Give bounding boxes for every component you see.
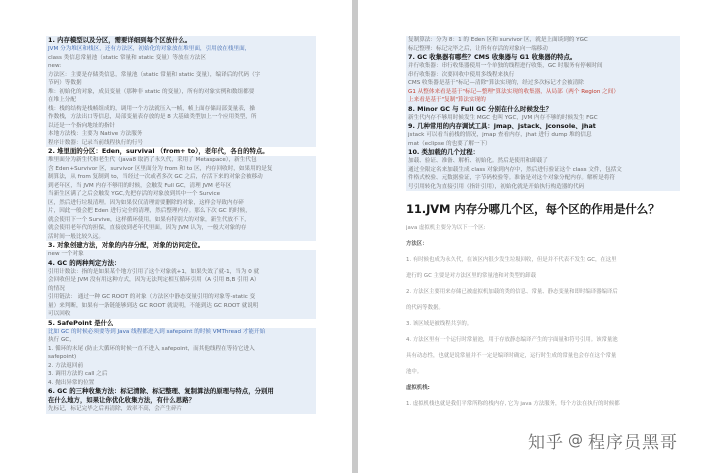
text-line: class 类信息常量池（static 常量和 static 变量）等放在方法区 [46, 54, 316, 63]
text-line: 并行收集器：串行收集器使用一个单独的线程进行收集，GC 时服务有停顿时间 [406, 62, 680, 71]
paragraph: 3. 该区域是被线程共享的。 [406, 321, 473, 327]
text-line: 就会使用老年代的担保，直接放到老年代里面。因为 JVM 认为，一般大对象的存 [46, 224, 316, 233]
text-line: 4. 抛出异常的位置 [46, 379, 316, 388]
text-line: 复制算法：分为 8：1 的 Eden 区和 survivor 区，就是上面谈到的 YGC [406, 36, 680, 45]
text-line: jstack 可以看当前栈的情况，jmap 查看内存，jhat 进行 dump 堆的信息 [406, 131, 680, 140]
watermark-author: 程序员黑哥 [588, 432, 678, 453]
text-line: CMS 收集器是基于"标记—清除"算法实现的，经过多次标记才会被清除 [406, 79, 680, 88]
text-line: 3. 调用方法的 call 之后 [46, 370, 316, 379]
text-line: 以还是一个指向地址的指针 [46, 122, 316, 131]
text-line: 程序计数器：记录当前线程执行的行号 [46, 139, 316, 148]
text-line: 加载、验证、准备、解析、初始化。然后是使用和卸载了 [406, 157, 680, 166]
question-heading: 9. 几种常用的内存调试工具：jmap、jstack、jconsole、jhat [406, 122, 680, 131]
text-line: 串行收集器：次要回收中使用多线程来执行 [406, 71, 680, 80]
question-heading: 6. GC 的三种收集方法：标记清除、标记整理、复制算法的原理与特点，分别用 [46, 387, 316, 396]
question-heading: 1. 内存模型以及分区，需要详细到每个区放什么。 [46, 36, 316, 45]
text-line: 方法区：主要是存储类信息，常量池（static 常量和 static 变量），编译后的代码（字 [46, 71, 316, 80]
text-line: 作数栈，方法出口等信息，局部变量表存放的是 8 大基础类型加上一个应用类型，所 [46, 113, 316, 122]
question-heading: 2. 堆里面的分区：Eden，survival （from+ to），老年代，各自的特点。 [48, 147, 269, 155]
text-line: 堆里面分为新生代和老生代（java8 取消了永久代，采用了 Metaspace），新生代包 [46, 156, 316, 165]
text-line: G1 从整体来看是基于"标记—整理"算法实现的收集器，从局部（两个 Region 之间） [406, 88, 680, 97]
question-heading: 5. SafePoint 是什么 [48, 318, 114, 327]
text-line: 引用链法： 通过一种 GC ROOT 的对象（方法区中静态变量引用的对象等-static 变 [46, 293, 316, 302]
text-line: 堆：初始化的对象，成员变量（那种非 static 的变量），所有的对象实例和数组都要 [46, 88, 316, 97]
text-line: 到老年区，当 JVM 内存不够用的时候，会触发 Full GC，清理 JVM 老年区 [46, 182, 316, 191]
text-line: 当新生区满了之后会触发 YGC,先把存活的对象放到其中一个 Survice [46, 190, 316, 199]
text-line: 量）来判断，如果有一条链能够到达 GC ROOT 就说明，不能到达 GC ROOT 就说明 [46, 302, 316, 311]
subsection-label: 虚拟机栈: [406, 385, 430, 391]
text-line: 就会使用下一个 Survive，这样循环使用。如果有特别大的对象，新生代放不下， [46, 216, 316, 225]
text-line: 比如 GC 的时候必须要等到 Java 线程都进入到 safepoint 的时候 VMThread 才能开始 [46, 328, 316, 337]
text-line: 号引用转化为直接引用（指针引用），初始化就是开始执行构造器的代码 [406, 183, 680, 192]
text-line: 含 Eden+Survivor 区，survivor 区里面分为 from 和 to 区，内存回收时，如果用的是复 [46, 165, 316, 174]
text-line: 先标记，标记完毕之后再清除，效率不高，会产生碎片 [46, 405, 316, 414]
text-line: 执行 GC， [46, 336, 316, 345]
question-heading: 4. GC 的两种判定方法： [46, 259, 316, 268]
text-line: safepoint) [46, 353, 316, 362]
text-line: 可以回收 [46, 310, 316, 319]
text-line: JVM 分为堆区和栈区，还有方法区，初始化的对象放在堆里面，引用放在栈里面， [46, 45, 316, 54]
text-line: 节码）等数据 [46, 79, 316, 88]
paragraph: 2. 方法区主要用来存储已被虚拟机加载的类的信息、常量、静态变量和即时编译器编译后 [406, 289, 618, 295]
paragraph: 的代码等数据。 [406, 305, 444, 311]
section-body [406, 224, 680, 408]
paragraph: java 虚拟机主要分为以下一个区: [406, 225, 486, 231]
text-line: new: [46, 62, 316, 71]
right-page-content [406, 36, 680, 191]
text-line: 制算法，从 from 复制到 to，当经过一次或者多次 GC 之后，存活下来的对象会被移动 [46, 173, 316, 182]
text-line: 1. 循环的末尾 (防止大循环的时候一直不进入 safepoint，而其他线程在等待它进入 [46, 345, 316, 354]
text-line: 会回收但是 JVM 没有用这种方式，因为无法判定相互循环引用（A 引用 B,B 引用 A） [46, 276, 316, 285]
paragraph: 进行的 GC 主要是对方法区里的常量池和对类型的卸载 [406, 273, 536, 279]
watermark-brand: 知乎 [528, 432, 564, 453]
text-line: 片，因此一般会把 Eden 进行完全的清理，然后整理内存。那么下次 GC 的时候， [46, 207, 316, 216]
text-line: 引用计数法：指的是如果某个地方引用了这个对象就+1，如果失效了就-1，当为 0 就 [46, 268, 316, 277]
text-line: 件格式校验、元数据验证，字节码校验等。准备是对这个对象分配内存。解析是将符 [406, 174, 680, 183]
section-heading: 11.JVM 内存分哪几个区，每个区的作用是什么？ [406, 202, 660, 216]
paragraph: 池中。 [406, 369, 423, 375]
text-line: 上来看是基于"复制"算法实现的 [406, 96, 680, 105]
paragraph: 具有动态性，也就是说常量并不一定是编译时确定，运行时生成的常量也会存在这个常量 [406, 353, 617, 359]
text-line: 本地方法栈：主要为 Native 方法服务 [46, 130, 316, 139]
text-line: 通过全限定名来加载生成 class 对象到内存中，然后进行验证这个 class 文件，包括文 [406, 166, 680, 175]
paragraph: 1. 虚拟机栈也就是我们平常所称的栈内存, 它为 java 方法服务，每个方法在执行的时候都 [406, 401, 620, 407]
question-heading: 3. 对象创建方法，对象的内存分配，对象的访问定位。 [48, 241, 205, 249]
watermark [528, 427, 718, 453]
question-heading: 8. Minor GC 与 Full GC 分别在什么时候发生？ [406, 105, 680, 114]
text-line: mat（eclipse 的也要了解一下） [406, 140, 680, 149]
text-line: 标记整理：标记完毕之后，让所有存活的对象向一端移动 [406, 45, 680, 54]
subsection-label: 方法区： [406, 241, 428, 247]
text-line: new 一个对象 [46, 250, 316, 259]
text-line: 的情况 [46, 285, 316, 294]
text-line: 活时间一般比较久远。 [46, 233, 316, 242]
question-heading: 10. 类加载的几个过程： [406, 148, 680, 157]
question-heading: 7. GC 收集器有哪些？CMS 收集器与 G1 收集器的特点。 [406, 53, 680, 62]
paragraph: 1. 有时候也成为永久代，在该区内很少发生垃圾回收，但是并不代表不发生 GC，在这里 [406, 257, 617, 263]
watermark-at: @ [568, 431, 584, 449]
question-heading: 在什么地方，如果让你优化收集方法，有什么思路？ [46, 396, 316, 405]
text-line: 栈：栈的结构是栈帧组成的，调用一个方法就压入一帧，帧上面存储局部变量表，操 [46, 105, 316, 114]
document-page-right [358, 0, 720, 473]
text-line: 在堆上分配 [46, 96, 316, 105]
text-line: 区，然后进行垃圾清理。因为如果仅仅清理需要删除的对象，这样会导致内存碎 [46, 199, 316, 208]
text-line: 2. 方法返回前 [46, 362, 316, 371]
document-page-left [0, 0, 352, 473]
left-page-content [46, 36, 316, 414]
paragraph: 4. 方法区里有一个运行时常量池，用于存放静态编译产生的字面量和符号引用。该常量池 [406, 337, 618, 343]
text-line: 新生代内存不够用时候发生 MGC 也叫 YGC，JVM 内存不够的时候发生 FGC [406, 114, 680, 123]
